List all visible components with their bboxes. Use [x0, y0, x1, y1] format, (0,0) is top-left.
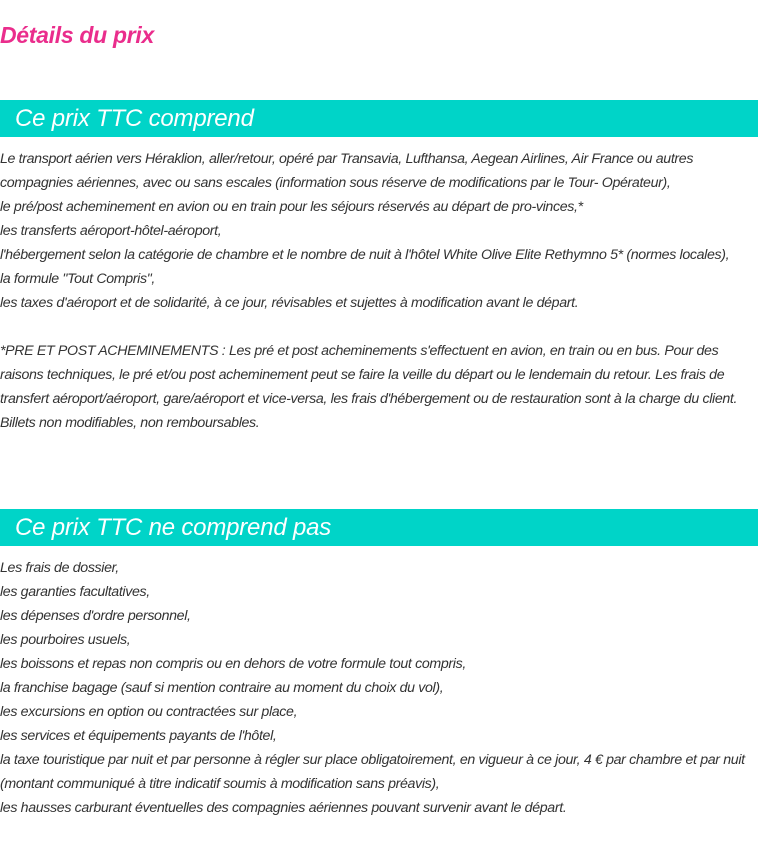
list-item: les boissons et repas non compris ou en dehors de votre formule tout compris, — [0, 656, 466, 672]
list-item: les transferts aéroport-hôtel-aéroport, — [0, 223, 222, 239]
page-title: Détails du prix — [0, 22, 154, 48]
list-item: la formule "Tout Compris", — [0, 271, 155, 287]
list-item: les excursions en option ou contractées sur place, — [0, 704, 298, 720]
included-list — [0, 147, 758, 435]
paragraph-spacer — [0, 315, 758, 339]
list-item: Les frais de dossier, — [0, 560, 119, 576]
list-item: la franchise bagage (sauf si mention contraire au moment du choix du vol), — [0, 680, 444, 696]
list-item: la taxe touristique par nuit et par personne à régler sur place obligatoirement, en vigueur à ce jour, 4 € par chambre et par nuit (montant communiqué à titre indicatif soumis à modification sans préavis), — [0, 752, 745, 792]
excluded-list — [0, 556, 758, 820]
list-item: les pourboires usuels, — [0, 632, 131, 648]
excluded-section-header: Ce prix TTC ne comprend pas — [0, 509, 758, 546]
list-item: le pré/post acheminement en avion ou en train pour les séjours réservés au départ de pro-vinces,* — [0, 199, 583, 215]
list-item: les dépenses d'ordre personnel, — [0, 608, 191, 624]
acheminement-note: *PRE ET POST ACHEMINEMENTS : Les pré et post acheminements s'effectuent en avion, en train ou en bus. Pour des raisons techniques, le pré et/ou post acheminement peut se faire la veille du départ ou le lendemain du retour. Les frais de transfert aéroport/aéroport, gare/aéroport et vice-versa, les frais d'hébergement ou de restauration sont à la charge du client. Billets non modifiables, non remboursables. — [0, 343, 738, 431]
list-item: les taxes d'aéroport et de solidarité, à ce jour, révisables et sujettes à modification avant le départ. — [0, 295, 579, 311]
list-item: les hausses carburant éventuelles des compagnies aériennes pouvant survenir avant le départ. — [0, 800, 567, 816]
list-item: les services et équipements payants de l'hôtel, — [0, 728, 277, 744]
included-section-header: Ce prix TTC comprend — [0, 100, 758, 137]
list-item: Le transport aérien vers Héraklion, aller/retour, opéré par Transavia, Lufthansa, Aegean Airlines, Air France ou autres compagnies aériennes, avec ou sans escales (information sous réserve de modifications par le Tour- Opérateur), — [0, 151, 694, 191]
list-item: l'hébergement selon la catégorie de chambre et le nombre de nuit à l'hôtel White Olive Elite Rethymno 5* (normes locales), — [0, 247, 730, 263]
list-item: les garanties facultatives, — [0, 584, 150, 600]
